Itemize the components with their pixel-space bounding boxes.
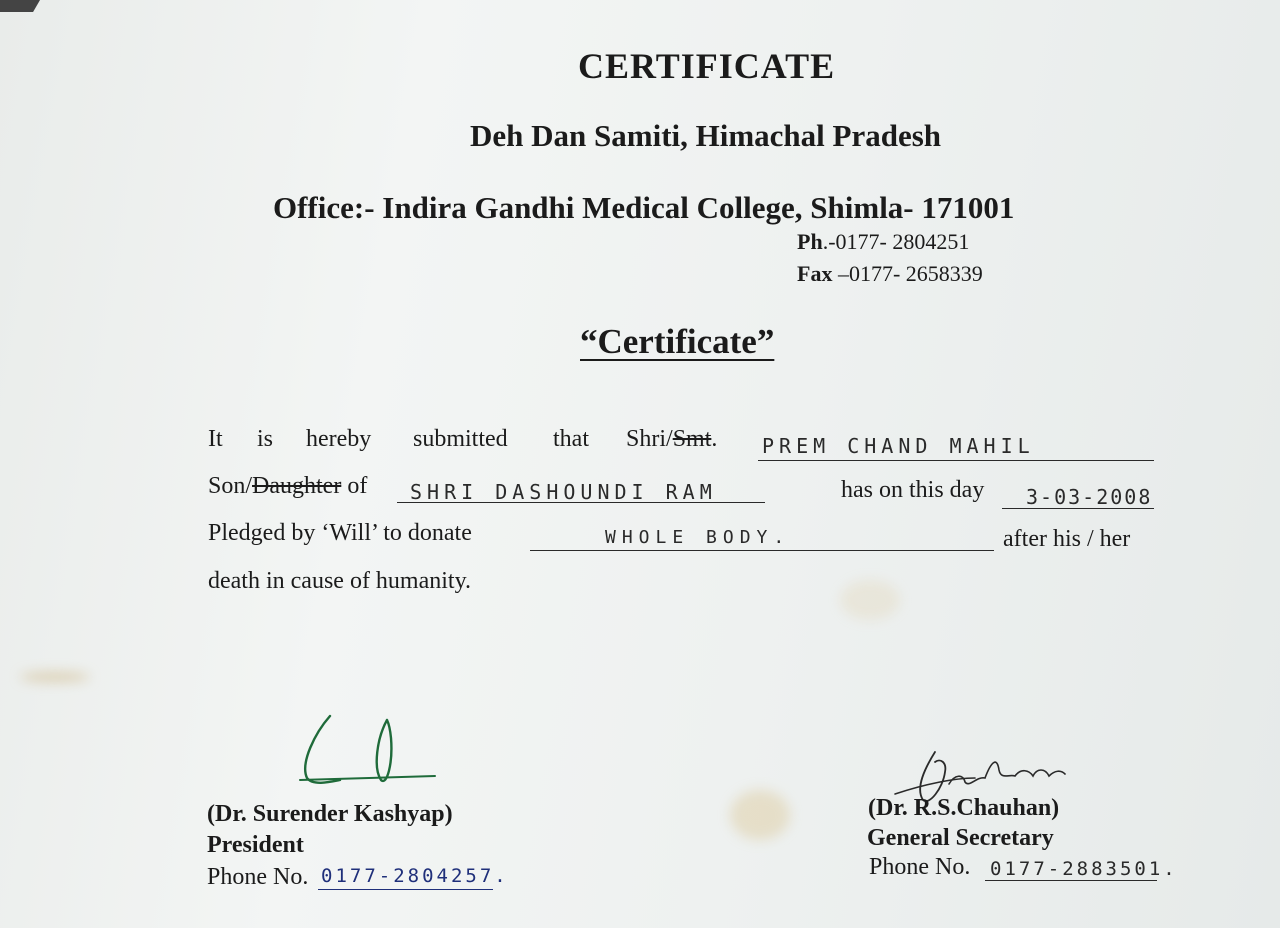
certificate-subtitle: “Certificate” (580, 322, 775, 361)
secretary-phone-handwritten: 0177-2883501. (990, 858, 1178, 880)
smt-label: Smt (672, 426, 712, 452)
president-name: (Dr. Surender Kashyap) (207, 801, 453, 827)
donation-handwritten: WHOLE BODY. (605, 527, 791, 548)
son-daughter-label (208, 473, 367, 500)
donor-name-handwritten: PREM CHAND MAHIL (762, 434, 1035, 458)
secretary-role: General Secretary (867, 825, 1054, 851)
secretary-phone-line (985, 880, 1157, 881)
father-name-handwritten: SHRI DASHOUNDI RAM (410, 480, 717, 504)
body-word: hereby (306, 426, 372, 452)
daughter-label: Daughter (252, 473, 342, 499)
office-phone (797, 229, 969, 255)
after-his-her-label: after his / her (1003, 526, 1131, 552)
secretary-name: (Dr. R.S.Chauhan) (868, 795, 1060, 821)
phone-value: .-0177- 2804251 (822, 229, 970, 254)
president-phone-line (318, 889, 493, 890)
paper-stain (840, 580, 900, 620)
secretary-phone-label: Phone No. (869, 854, 971, 880)
president-role: President (207, 832, 304, 858)
of-label: of (341, 473, 368, 499)
certificate-title: CERTIFICATE (578, 46, 836, 86)
body-word: submitted (413, 426, 508, 452)
president-phone-handwritten: 0177-2804257. (321, 865, 509, 887)
president-signature (295, 708, 440, 788)
fax-value: –0177- 2658339 (832, 261, 983, 286)
father-name-line (397, 502, 765, 503)
phone-label: Ph (797, 229, 823, 254)
date-line (1002, 508, 1154, 509)
shri-label: Shri/ (626, 426, 673, 452)
body-word: that (553, 426, 589, 452)
body-word: is (257, 426, 274, 452)
son-label: Son/ (208, 473, 253, 499)
paper-stain (20, 672, 90, 682)
paper-stain (730, 790, 790, 840)
office-fax (797, 261, 983, 287)
has-on-this-day-label: has on this day (841, 477, 985, 503)
donation-line (530, 550, 994, 551)
pledge-date-handwritten: 3-03-2008 (1026, 485, 1153, 509)
humanity-line: death in cause of humanity. (208, 568, 472, 594)
shri-smt-label (626, 426, 717, 453)
office-address: Office:- Indira Gandhi Medical College, Shimla- 171001 (273, 190, 1015, 225)
torn-corner (0, 0, 40, 12)
fax-label: Fax (797, 261, 833, 286)
pledged-label: Pledged by ‘Will’ to donate (208, 520, 472, 546)
president-phone-label: Phone No. (207, 864, 309, 890)
donor-name-line (758, 460, 1154, 461)
organization-name: Deh Dan Samiti, Himachal Pradesh (470, 118, 942, 153)
dot: . (711, 426, 718, 452)
body-word: It (208, 426, 223, 452)
